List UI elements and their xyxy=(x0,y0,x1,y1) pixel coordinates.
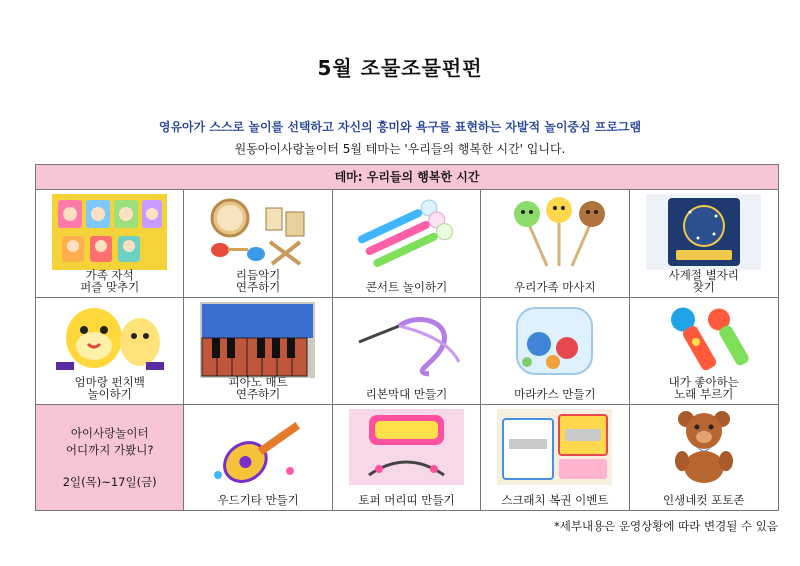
event-info-cell xyxy=(36,405,184,510)
magnet-puzzle-image xyxy=(52,194,167,270)
topper-headband-image xyxy=(349,409,464,485)
concert-sticks-image xyxy=(349,194,464,270)
program-description: 영유아가 스스로 놀이를 선택하고 자신의 흥미와 욕구를 표현하는 자발적 놀이중심 프로그램 xyxy=(158,120,642,134)
rhythm-instruments-image xyxy=(200,194,315,270)
activity-caption: 피아노 매트 연주하기 xyxy=(228,375,288,401)
activity-caption: 엄마랑 펀치백 놀이하기 xyxy=(74,375,145,401)
activity-cell xyxy=(184,190,332,297)
theme-header: 테마: 우리들의 행복한 시간 xyxy=(36,165,778,190)
activity-caption: 스크래치 복권 이벤트 xyxy=(501,493,609,507)
activity-cell xyxy=(481,298,629,404)
maracas-jar-image xyxy=(497,302,612,378)
activity-caption: 가족 자석 퍼즐 맞추기 xyxy=(80,268,140,294)
ribbon-stick-image xyxy=(349,302,464,378)
activity-cell xyxy=(630,190,778,297)
activity-cell xyxy=(630,405,778,510)
massage-sticks-image xyxy=(497,194,612,270)
activity-caption: 우리가족 마사지 xyxy=(514,280,596,294)
activity-caption: 콘서트 놀이하기 xyxy=(365,280,448,294)
activity-caption: 내가 좋아하는 노래 부르기 xyxy=(668,375,739,401)
activity-caption: 사계절 별자리 찾기 xyxy=(668,268,739,294)
punch-bag-image xyxy=(52,302,167,378)
table-row xyxy=(36,405,778,510)
theme-description: 원동아이사랑놀이터 5월 테마는 '우리들의 행복한 시간' 입니다. xyxy=(234,142,566,156)
activity-caption: 우드기타 만들기 xyxy=(217,493,299,507)
activity-cell xyxy=(333,190,481,297)
wood-guitar-image xyxy=(200,409,315,485)
scratch-card-image xyxy=(497,409,612,485)
teddy-bear-image xyxy=(646,409,761,485)
page-title: 5월 조물조물펀펀 xyxy=(317,56,483,80)
activity-cell xyxy=(184,405,332,510)
activity-cell xyxy=(333,405,481,510)
constellation-book-image xyxy=(646,194,761,270)
activity-caption: 인생네컷 포토존 xyxy=(663,493,745,507)
activity-caption: 토퍼 머리띠 만들기 xyxy=(358,493,455,507)
table-row xyxy=(36,190,778,298)
piano-mat-image xyxy=(200,302,315,378)
activity-cell xyxy=(481,190,629,297)
event-title: 아이사랑놀이터 어디까지 가봤니? xyxy=(65,426,154,457)
activity-cell xyxy=(36,190,184,297)
activity-caption: 리본막대 만들기 xyxy=(365,387,448,401)
event-date: 2일(목)~17일(금) xyxy=(62,475,157,489)
activity-cell xyxy=(36,298,184,404)
activity-cell xyxy=(630,298,778,404)
activity-caption: 마라카스 만들기 xyxy=(514,387,596,401)
footnote: *세부내용은 운영상황에 따라 변경될 수 있음 xyxy=(554,519,778,533)
table-row xyxy=(36,298,778,405)
activity-cell xyxy=(184,298,332,404)
activity-cell xyxy=(333,298,481,404)
activity-table xyxy=(35,164,779,511)
toy-microphone-image xyxy=(646,302,761,378)
activity-cell xyxy=(481,405,629,510)
activity-caption: 리듬악기 연주하기 xyxy=(235,268,281,294)
